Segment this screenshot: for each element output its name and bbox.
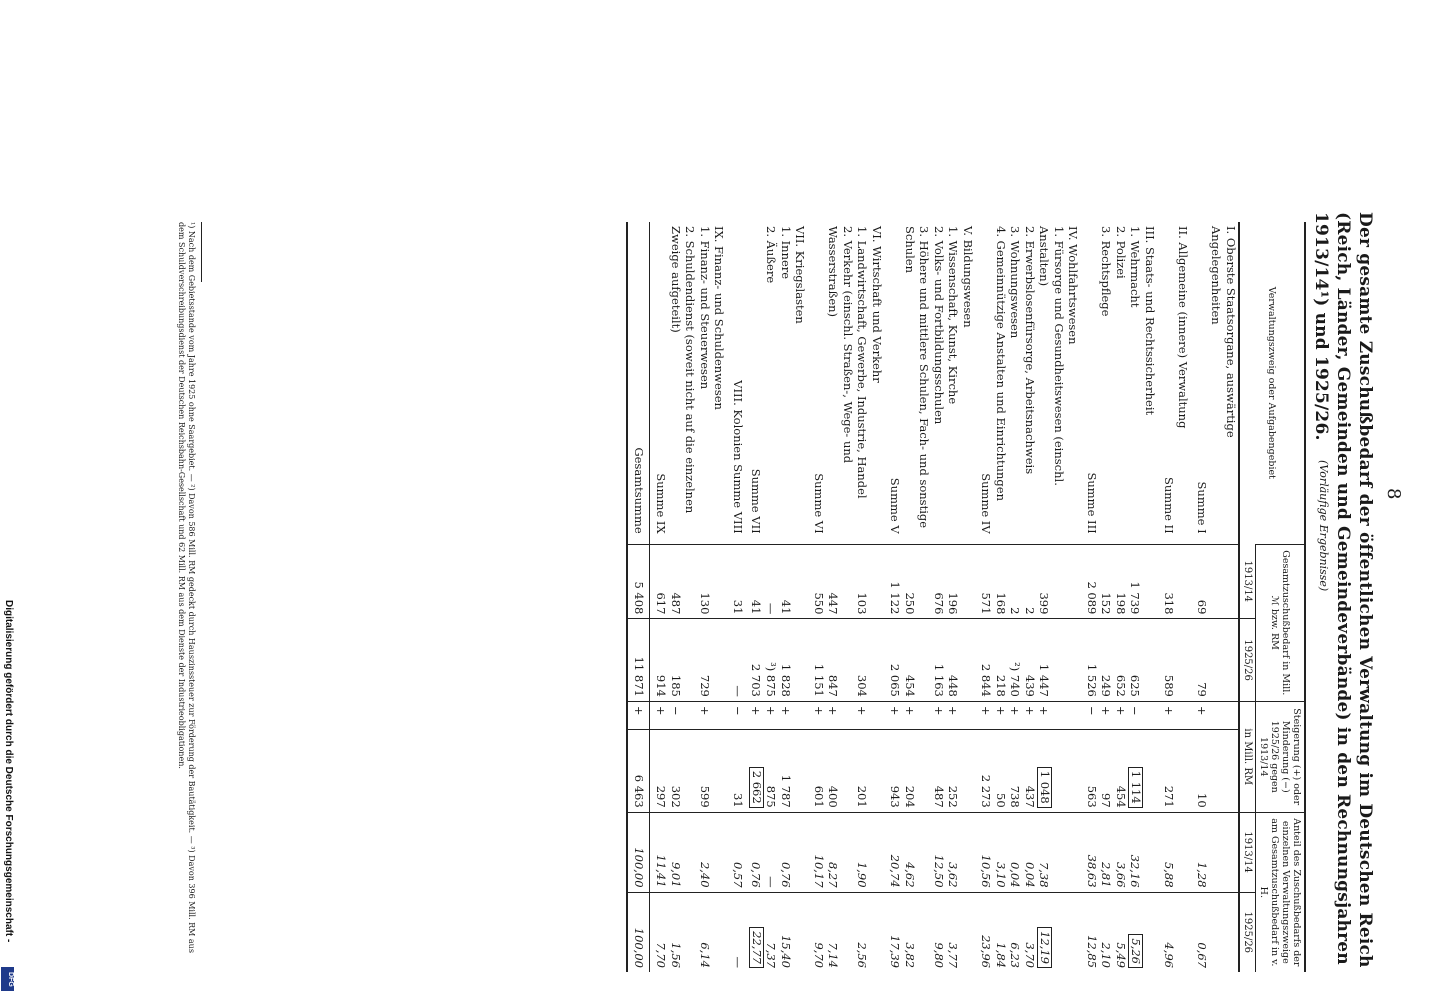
cell-b: 249: [1099, 619, 1114, 701]
cell-p1: 32,16: [1128, 812, 1143, 892]
cell-c: [961, 730, 976, 812]
cell-p2: [1209, 892, 1239, 972]
cell-b: [712, 619, 727, 701]
cell-s: +: [779, 701, 794, 729]
cell-a: 676: [932, 544, 947, 619]
cell-a: [712, 544, 727, 619]
table-row: [855, 222, 870, 972]
cell-b: ²) 740: [1008, 619, 1023, 701]
cell-b: 1 526: [1081, 619, 1100, 701]
cell-name: 1. Wissenschaft, Kunst, Kirche: [946, 226, 961, 405]
cell-name: 2. Volks- und Fortbildungsschulen: [932, 226, 946, 425]
table-body: [628, 222, 1240, 972]
cell-s: +: [808, 701, 827, 729]
cell-p2: 1,56: [669, 892, 698, 972]
cell-p1: 12,50: [932, 812, 947, 892]
cell-c: [1176, 730, 1191, 812]
cell-p1: 8,27: [826, 812, 855, 892]
cell-name: 3. Höhere und mittlere Schulen, Fach- und sonstige Schulen: [903, 226, 932, 529]
cell-p2: 0,67: [1191, 892, 1210, 972]
cell-b: 914: [650, 619, 669, 701]
cell-name: Summe IX: [654, 473, 669, 534]
cell-b: [961, 619, 976, 701]
cell-name: Summe IV: [979, 473, 994, 534]
cell-s: +: [932, 701, 947, 729]
cell-a: 1 122: [884, 544, 903, 619]
cell-c: 2 662: [745, 730, 764, 812]
cell-s: +: [1191, 701, 1210, 729]
cell-p2: 100,00: [628, 892, 650, 972]
cell-a: 41: [745, 544, 764, 619]
cell-c: 943: [884, 730, 903, 812]
cell-a: 399: [1037, 544, 1066, 619]
cell-c: 599: [698, 730, 713, 812]
cell-a: [870, 544, 885, 619]
cell-p2: 7,70: [650, 892, 669, 972]
cell-c: 875: [764, 730, 779, 812]
cell-name: IX. Finanz- und Schuldenwesen: [712, 226, 727, 410]
cell-b: 625: [1128, 619, 1143, 701]
cell-b: 847: [826, 619, 855, 701]
cell-p2: 4,96: [1158, 892, 1177, 972]
cell-b: [1066, 619, 1081, 701]
table-row: [946, 222, 961, 972]
cell-p2: 15,40: [779, 892, 794, 972]
table-row: [1037, 222, 1066, 972]
cell-s: +: [975, 701, 994, 729]
cell-b: [1143, 619, 1158, 701]
cell-p1: 3,10: [994, 812, 1009, 892]
cell-b: 218: [994, 619, 1009, 701]
cell-b: 652: [1114, 619, 1129, 701]
cell-p1: 3,62: [946, 812, 961, 892]
cell-p1: 1,28: [1191, 812, 1210, 892]
cell-p2: 2,10: [1099, 892, 1114, 972]
cell-p1: 10,17: [808, 812, 827, 892]
cell-c: 50: [994, 730, 1009, 812]
cell-s: −: [1128, 701, 1143, 729]
cell-a: 2: [1023, 544, 1038, 619]
cell-c: [870, 730, 885, 812]
table-row: [826, 222, 855, 972]
cell-name: 2. Äußere: [764, 226, 779, 284]
cell-s: [793, 701, 808, 729]
cell-p2: 3,77: [946, 892, 961, 972]
table-row: [727, 222, 746, 972]
cell-b: 1 151: [808, 619, 827, 701]
header-change: Steigerung (+) oder Minderung (−) 1925/26 gegen 1913/14: [1256, 701, 1306, 812]
cell-p2: 22,77: [745, 892, 764, 972]
cell-p2: 9,70: [808, 892, 827, 972]
cell-b: 185: [669, 619, 698, 701]
cell-c: [793, 730, 808, 812]
cell-p2: 17,39: [884, 892, 903, 972]
header-share-year-1: 1913/14: [1239, 812, 1256, 892]
cell-b: 729: [698, 619, 713, 701]
cell-p2: 7,37: [764, 892, 779, 972]
cell-p2: [712, 892, 727, 972]
cell-p1: 0,76: [779, 812, 794, 892]
table-row: [779, 222, 794, 972]
table-row: [884, 222, 903, 972]
cell-s: [712, 701, 727, 729]
cell-a: [961, 544, 976, 619]
table-row: [870, 222, 885, 972]
cell-s: −: [727, 701, 746, 729]
cell-p2: 12,85: [1081, 892, 1100, 972]
table-row: [994, 222, 1009, 972]
table-row: [669, 222, 698, 972]
cell-p2: 9,80: [932, 892, 947, 972]
digitization-credit: Digitalisierung gefördert durch die Deutsche Forschungsgemeinschaft -: [3, 600, 14, 943]
cell-c: [1143, 730, 1158, 812]
cell-a: 2 089: [1081, 544, 1100, 619]
cell-name: 2. Schuldendienst (soweit nicht auf die einzelnen Zweige aufgeteilt): [669, 226, 698, 514]
table-row: [1008, 222, 1023, 972]
cell-a: [1176, 544, 1191, 619]
header-total: Gesamtzuschußbedarf in Mill. ℳ bzw. RM: [1256, 544, 1306, 701]
cell-a: 41: [779, 544, 794, 619]
cell-s: +: [903, 701, 932, 729]
cell-a: 2: [1008, 544, 1023, 619]
cell-p2: [1143, 892, 1158, 972]
cell-b: [793, 619, 808, 701]
cell-s: +: [698, 701, 713, 729]
cell-p1: [1143, 812, 1158, 892]
cell-a: 318: [1158, 544, 1177, 619]
cell-p2: 3,70: [1023, 892, 1038, 972]
cell-name: 3. Rechtspflege: [1099, 226, 1114, 317]
cell-name: Summe II: [1162, 477, 1176, 534]
cell-b: 448: [946, 619, 961, 701]
cell-s: [1143, 701, 1158, 729]
cell-s: +: [855, 701, 870, 729]
table-row: [808, 222, 827, 972]
cell-p1: 2,40: [698, 812, 713, 892]
cell-b: 1 828: [779, 619, 794, 701]
cell-c: 6 463: [628, 730, 650, 812]
cell-c: 1 048: [1037, 730, 1066, 812]
cell-name: 1. Innere: [779, 226, 793, 280]
table-row: [1158, 222, 1177, 972]
table-row: [1099, 222, 1114, 972]
cell-name: Gesamtsumme: [628, 222, 650, 544]
table-row: [1143, 222, 1158, 972]
table-row: [975, 222, 994, 972]
cell-b: —: [727, 619, 746, 701]
cell-p1: 9,01: [669, 812, 698, 892]
cell-a: 550: [808, 544, 827, 619]
cell-s: [961, 701, 976, 729]
cell-name: Summe V: [888, 477, 903, 534]
cell-b: [870, 619, 885, 701]
cell-a: 130: [698, 544, 713, 619]
cell-s: −: [1081, 701, 1100, 729]
cell-c: 302: [669, 730, 698, 812]
cell-c: [1209, 730, 1239, 812]
cell-s: +: [1099, 701, 1114, 729]
cell-name: IV. Wohlfahrtswesen: [1066, 226, 1081, 345]
table-row: [1191, 222, 1210, 972]
cell-p2: 6,14: [698, 892, 713, 972]
table-row: [961, 222, 976, 972]
cell-c: 454: [1114, 730, 1129, 812]
cell-c: 252: [946, 730, 961, 812]
cell-b: 11 871: [628, 619, 650, 701]
cell-name: I. Oberste Staatsorgane, auswärtige Angelegenheiten: [1209, 226, 1238, 438]
cell-p1: 11,41: [650, 812, 669, 892]
cell-p1: [793, 812, 808, 892]
cell-c: [1066, 730, 1081, 812]
cell-p2: [1066, 892, 1081, 972]
cell-c: 601: [808, 730, 827, 812]
cell-a: [1143, 544, 1158, 619]
cell-name: Summe VI: [812, 473, 826, 534]
cell-b: 1 163: [932, 619, 947, 701]
cell-c: 738: [1008, 730, 1023, 812]
cell-name: 2. Erwerbslosenfürsorge, Arbeitsnachweis: [1023, 226, 1037, 475]
table-row: [712, 222, 727, 972]
cell-name: Summe VII: [749, 468, 764, 534]
dfg-logo: DFG: [1, 967, 14, 991]
page-title: Der gesamte Zuschußbedarf der öffentlichen Verwaltung im Deutschen Reich (Reich, Länder, Gemeinden und Gemeindeverbände) in den Rechnungsjahren 1913/14¹) und 1925/26.: [1311, 212, 1375, 968]
table-row: [745, 222, 764, 972]
cell-name: VIII. Kolonien Summe VIII: [731, 380, 745, 534]
cell-s: +: [994, 701, 1009, 729]
cell-name: 2. Verkehr (einschl. Straßen-, Wege- und Wasserstraßen): [826, 226, 855, 464]
cell-a: 196: [946, 544, 961, 619]
cell-c: 10: [1191, 730, 1210, 812]
cell-b: [1209, 619, 1239, 701]
cell-name: 1. Landwirtschaft, Gewerbe, Industrie, Handel: [855, 226, 870, 499]
cell-s: [870, 701, 885, 729]
cell-b: 79: [1191, 619, 1210, 701]
cell-s: +: [1008, 701, 1023, 729]
cell-b: 304: [855, 619, 870, 701]
cell-c: 1 114: [1128, 730, 1143, 812]
cell-name: VII. Kriegslasten: [793, 226, 808, 324]
footnote-rule: [201, 222, 202, 282]
cell-p2: [1176, 892, 1191, 972]
cell-p1: 5,88: [1158, 812, 1177, 892]
cell-p1: 3,66: [1114, 812, 1129, 892]
table-row: [1209, 222, 1239, 972]
cell-c: 437: [1023, 730, 1038, 812]
cell-p1: 0,04: [1008, 812, 1023, 892]
table-row: [650, 222, 669, 972]
cell-p1: —: [764, 812, 779, 892]
table-row: [764, 222, 779, 972]
cell-s: [1066, 701, 1081, 729]
cell-c: 400: [826, 730, 855, 812]
cell-s: +: [1023, 701, 1038, 729]
header-year-2: 1925/26: [1239, 619, 1256, 701]
cell-a: 250: [903, 544, 932, 619]
cell-p1: [961, 812, 976, 892]
cell-p1: 4,62: [903, 812, 932, 892]
cell-name: 1. Fürsorge und Gesundheitswesen (einschl. Anstalten): [1037, 226, 1066, 486]
cell-s: +: [650, 701, 669, 729]
header-share: Anteil des Zuschußbedarfs der einzelnen Verwaltungszweige am Gesamtzuschußbedarf in v. H.: [1256, 812, 1306, 972]
cell-p1: 2,81: [1099, 812, 1114, 892]
cell-b: 589: [1158, 619, 1177, 701]
cell-p2: 1,84: [994, 892, 1009, 972]
cell-p1: [712, 812, 727, 892]
cell-p1: [1209, 812, 1239, 892]
cell-s: +: [946, 701, 961, 729]
cell-name: 1. Finanz- und Steuerwesen: [698, 226, 712, 390]
cell-c: 204: [903, 730, 932, 812]
cell-b: 2 703: [745, 619, 764, 701]
table-row: [932, 222, 947, 972]
cell-b: [1176, 619, 1191, 701]
cell-p2: [793, 892, 808, 972]
cell-s: +: [745, 701, 764, 729]
cell-b: 1 447: [1037, 619, 1066, 701]
cell-p2: 7,14: [826, 892, 855, 972]
cell-p1: 1,90: [855, 812, 870, 892]
cell-a: 152: [1099, 544, 1114, 619]
cell-c: 563: [1081, 730, 1100, 812]
cell-s: +: [628, 701, 650, 729]
cell-b: 454: [903, 619, 932, 701]
cell-a: 198: [1114, 544, 1129, 619]
cell-c: 201: [855, 730, 870, 812]
table-row: [1023, 222, 1038, 972]
cell-p1: 0,04: [1023, 812, 1038, 892]
cell-p1: [1066, 812, 1081, 892]
cell-b: 2 844: [975, 619, 994, 701]
cell-s: +: [826, 701, 855, 729]
cell-p2: 5,49: [1114, 892, 1129, 972]
table-row: [1081, 222, 1100, 972]
cell-s: −: [669, 701, 698, 729]
cell-p2: 23,96: [975, 892, 994, 972]
cell-a: [1066, 544, 1081, 619]
cell-p2: 3,82: [903, 892, 932, 972]
cell-c: 297: [650, 730, 669, 812]
cell-name: V. Bildungswesen: [961, 226, 975, 328]
cell-s: +: [1037, 701, 1066, 729]
cell-name: 2. Polizei: [1114, 226, 1128, 279]
cell-s: +: [884, 701, 903, 729]
cell-p1: 38,63: [1081, 812, 1100, 892]
cell-a: 5 408: [628, 544, 650, 619]
cell-name: Summe I: [1195, 481, 1209, 534]
cell-a: 1 739: [1128, 544, 1143, 619]
cell-s: +: [764, 701, 779, 729]
cell-p2: [870, 892, 885, 972]
cell-name: Summe III: [1085, 472, 1099, 534]
cell-name: 1. Wehrmacht: [1128, 226, 1143, 308]
cell-p1: 10,56: [975, 812, 994, 892]
table-row: [1066, 222, 1081, 972]
cell-s: [1209, 701, 1239, 729]
cell-c: 487: [932, 730, 947, 812]
page-subtitle: (Vorläufige Ergebnisse): [1317, 460, 1330, 592]
cell-a: [793, 544, 808, 619]
cell-p2: 12,19: [1037, 892, 1066, 972]
cell-p1: [1176, 812, 1191, 892]
table-header: [1239, 222, 1305, 972]
cell-a: 617: [650, 544, 669, 619]
header-unit: in Mill. RM: [1239, 701, 1256, 812]
cell-name: III. Staats- und Rechtssicherheit: [1143, 226, 1158, 416]
cell-a: —: [764, 544, 779, 619]
cell-c: 1 787: [779, 730, 794, 812]
table-row: [1176, 222, 1191, 972]
expenditure-table: [627, 222, 1307, 972]
cell-a: 31: [727, 544, 746, 619]
cell-a: 571: [975, 544, 994, 619]
cell-p2: 5,26: [1128, 892, 1143, 972]
cell-s: [1176, 701, 1191, 729]
cell-name: VI. Wirtschaft und Verkehr: [870, 226, 884, 383]
table-row: [628, 222, 650, 972]
cell-p2: [961, 892, 976, 972]
cell-s: +: [1158, 701, 1177, 729]
cell-c: 2 273: [975, 730, 994, 812]
header-share-year-2: 1925/26: [1239, 892, 1256, 972]
cell-a: 103: [855, 544, 870, 619]
cell-b: 2 065: [884, 619, 903, 701]
cell-p1: 0,57: [727, 812, 746, 892]
cell-c: 271: [1158, 730, 1177, 812]
header-name: Verwaltungszweig oder Aufgabengebiet: [1239, 222, 1305, 544]
cell-a: 69: [1191, 544, 1210, 619]
cell-name: 4. Gemeinnützige Anstalten und Einrichtungen: [994, 226, 1008, 502]
cell-a: 447: [826, 544, 855, 619]
table-row: [903, 222, 932, 972]
cell-a: 487: [669, 544, 698, 619]
cell-p1: 0,76: [745, 812, 764, 892]
cell-c: 97: [1099, 730, 1114, 812]
cell-s: +: [1114, 701, 1129, 729]
cell-p1: [870, 812, 885, 892]
cell-p1: 7,38: [1037, 812, 1066, 892]
table-row: [698, 222, 713, 972]
table-row: [793, 222, 808, 972]
cell-p1: 20,74: [884, 812, 903, 892]
page-number: 8: [1383, 488, 1404, 500]
cell-a: [1209, 544, 1239, 619]
cell-p2: —: [727, 892, 746, 972]
cell-b: 439: [1023, 619, 1038, 701]
cell-p2: 6,23: [1008, 892, 1023, 972]
cell-a: 168: [994, 544, 1009, 619]
cell-p1: 100,00: [628, 812, 650, 892]
table-row: [1114, 222, 1129, 972]
cell-b: ³) 875: [764, 619, 779, 701]
cell-name: 3. Wohnungswesen: [1008, 226, 1023, 339]
header-year-1: 1913/14: [1239, 544, 1256, 619]
cell-c: [712, 730, 727, 812]
footnote: ¹) Nach dem Gebietsstande vom Jahre 1925 ohne Saargebiet. — ²) Davon 586 Mill. RM gedeckt durch Hauszinssteuer zur Förderung der Bautätigkeit. — ³) Davon 396 Mill. RM aus dem Schuldverschreibungsdienst der Deutschen Reichsbahn-Gesellschaft und 62 Mill. RM aus dem Dienste der Industrieobligationen.: [177, 222, 196, 953]
cell-c: 31: [727, 730, 746, 812]
cell-name: II. Allgemeine (innere) Verwaltung: [1176, 226, 1191, 429]
cell-p2: 2,56: [855, 892, 870, 972]
table-row: [1128, 222, 1143, 972]
